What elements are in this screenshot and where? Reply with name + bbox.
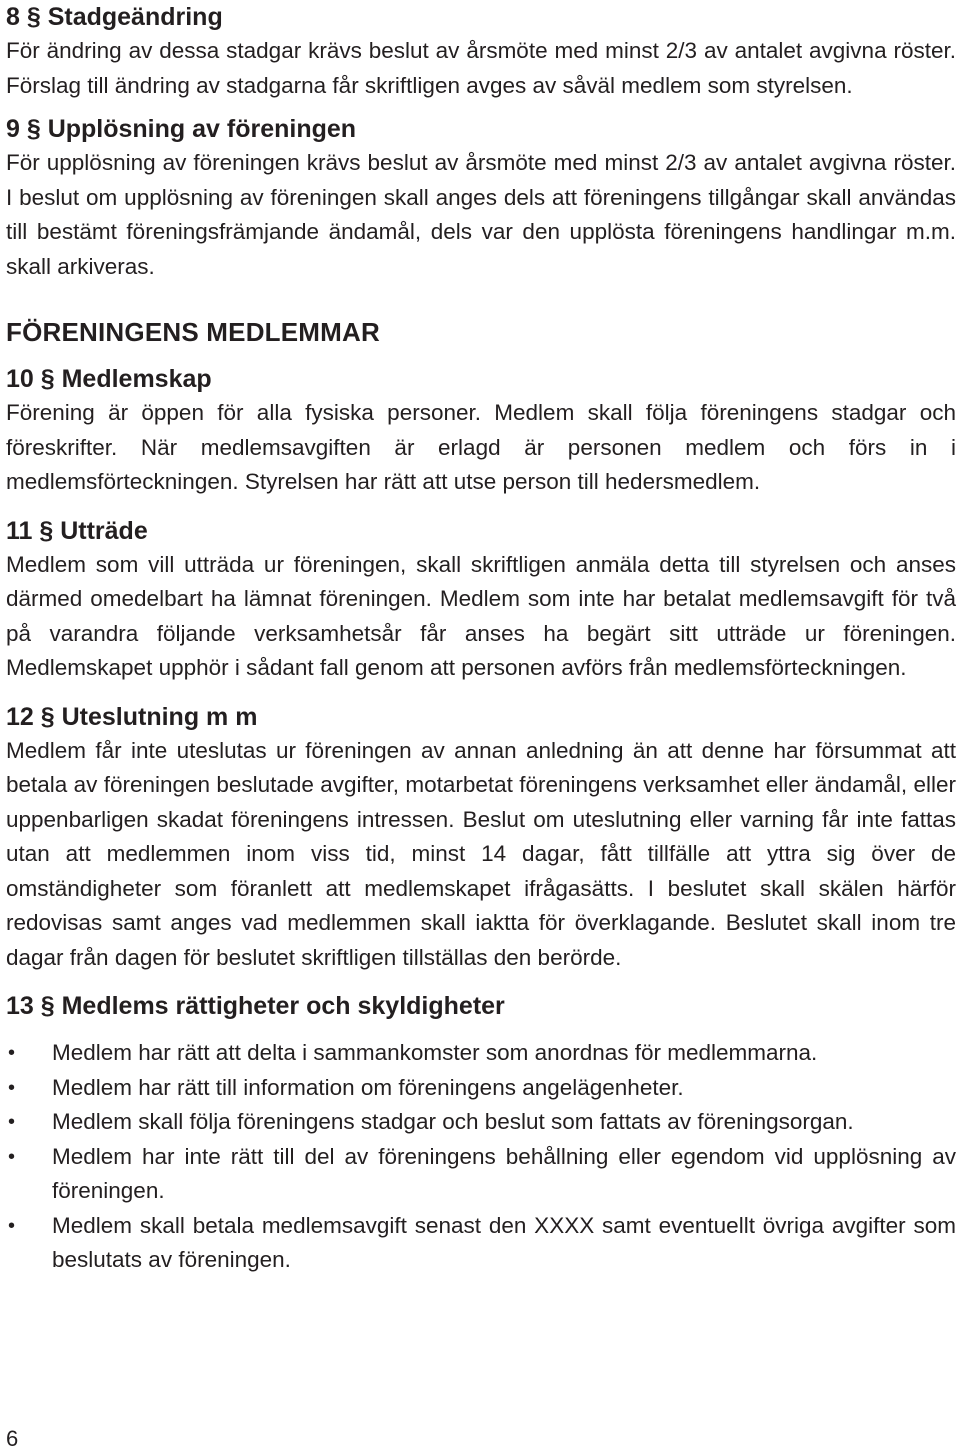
document-page [6, 0, 956, 1278]
rights-bullet-list [6, 1036, 956, 1278]
section-heading-10: 10 § Medlemskap [6, 365, 212, 393]
list-item [6, 1209, 956, 1278]
section-heading-11: 11 § Utträde [6, 516, 148, 545]
list-item-text: Medlem har inte rätt till del av föreningens behållning eller egendom vid upplösning av föreningen. [52, 1143, 956, 1203]
bullet-icon: • [8, 1111, 16, 1133]
list-item-text: Medlem har rätt till information om föreningens angelägenheter. [52, 1074, 684, 1100]
list-item-text: Medlem har rätt att delta i sammankomster som anordnas för medlemmarna. [52, 1040, 818, 1065]
list-item [6, 1071, 956, 1106]
section-heading-13: 13 § Medlems rättigheter och skyldigheter [6, 992, 505, 1020]
page-number: 6 [6, 1426, 19, 1451]
chapter-title: FÖRENINGENS MEDLEMMAR [6, 317, 380, 347]
bullet-icon: • [8, 1042, 16, 1064]
bullet-icon: • [8, 1145, 16, 1168]
section-heading-12: 12 § Uteslutning m m [6, 702, 258, 731]
list-item-text: Medlem skall betala medlemsavgift senast den XXXX samt eventuellt övriga avgifter som beslutats av föreningen. [52, 1212, 956, 1272]
section-text-11: Medlem som vill utträda ur föreningen, skall skriftligen anmäla detta till styrelsen och anses därmed omedelbart ha lämnat föreningen. Medlem som inte har betalat medlemsavgift för två på varandra följande verksamhetsår får anses ha begärt sitt utträde ur föreningen. Medlemskapet upphör i sådant fall genom att personen avförs från medlemsförteckningen. [6, 551, 956, 680]
section-text-12: Medlem får inte uteslutas ur föreningen av annan anledning än att denne har försummat att betala av föreningen beslutade avgifter, motarbetat föreningens verksamhet eller ändamål, eller uppenbarligen skadat föreningens intressen. Beslut om uteslutning eller varning får inte fattas utan att medlemmen inom viss tid, minst 14 dagar, fått tillfälle att yttra sig över de omständigheter som föranlett att medlemskapet ifrågasätts. I beslutet skall skälen härför redovisas samt anges vad medlemmen skall iaktta för överklagande. Beslutet skall inom tre dagar från dagen för beslutet skriftligen tillställas den berörde. [6, 737, 956, 970]
list-item [6, 1140, 956, 1209]
section-heading-8: 8 § Stadgeändring [6, 3, 223, 31]
list-item [6, 1036, 956, 1071]
list-item-text: Medlem skall följa föreningens stadgar och beslut som fattats av föreningsorgan. [52, 1109, 854, 1134]
list-item [6, 1105, 956, 1140]
section-text-8: För ändring av dessa stadgar krävs beslut av årsmöte med minst 2/3 av antalet avgivna röster. Förslag till ändring av stadgarna får skriftligen avges av såväl medlem som styrelsen. [6, 38, 956, 98]
section-text-9: För upplösning av föreningen krävs beslut av årsmöte med minst 2/3 av antalet avgivna röster. I beslut om upplösning av föreningen skall anges dels att föreningens tillgångar skall användas till bestämt föreningsfrämjande ändamål, dels var den upplösta föreningens handlingar m.m. skall arkiveras. [6, 150, 956, 279]
bullet-icon: • [8, 1076, 16, 1099]
section-text-10: Förening är öppen för alla fysiska personer. Medlem skall följa föreningens stadgar och föreskrifter. När medlemsavgiften är erlagd är personen medlem och förs in i medlemsförteckningen. Styrelsen har rätt att utse person till hedersmedlem. [6, 400, 956, 494]
bullet-icon: • [8, 1214, 16, 1237]
section-heading-9: 9 § Upplösning av föreningen [6, 115, 357, 143]
